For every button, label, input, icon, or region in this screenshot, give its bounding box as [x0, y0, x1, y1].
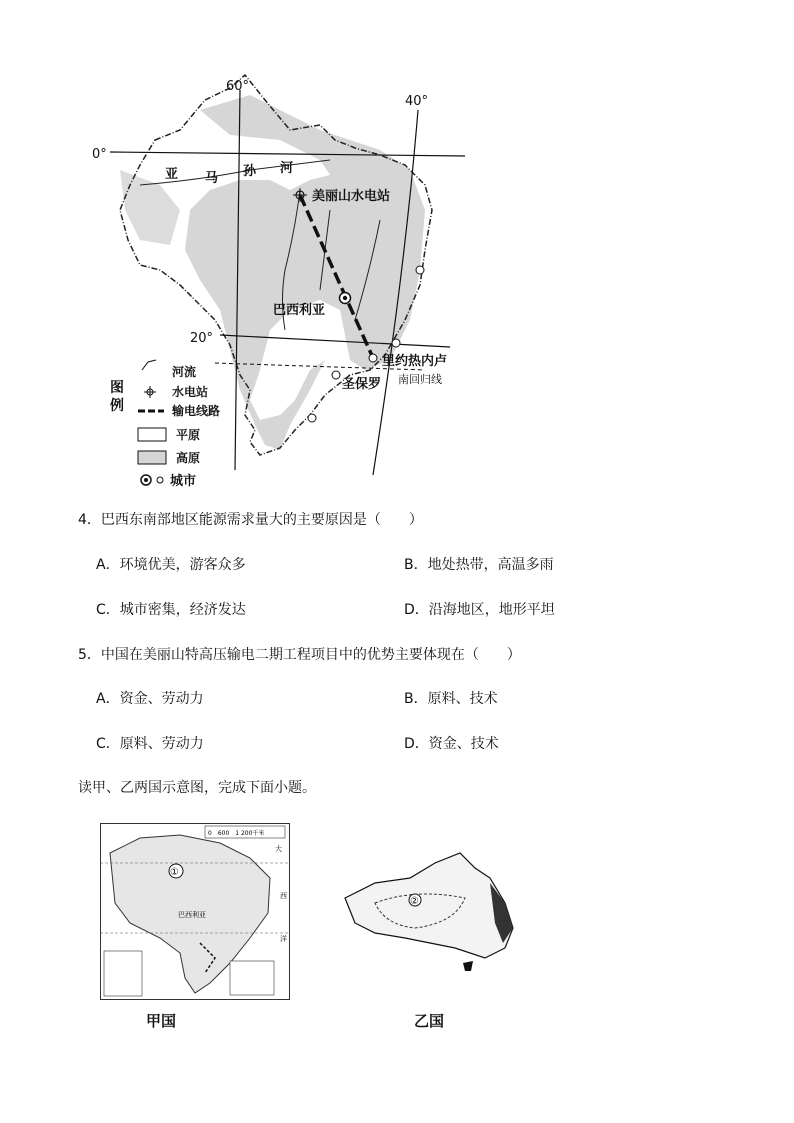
- question-5-option-d[interactable]: D．资金、技术: [404, 736, 499, 752]
- legend-river: 河流: [172, 365, 197, 379]
- legend-plain: 平原: [176, 428, 201, 442]
- question-5-option-a[interactable]: A．资金、劳动力: [96, 691, 204, 707]
- jia-ocean-2: 西: [280, 892, 287, 900]
- question-5-option-c[interactable]: C．原料、劳动力: [96, 736, 204, 752]
- question-5-stem: 5．中国在美丽山特高压输电二期工程项目中的优势主要体现在（ ）: [78, 647, 521, 663]
- question-4-option-d[interactable]: D．沿海地区，地形平坦: [404, 602, 555, 618]
- tropic-label: 南回归线: [398, 373, 442, 386]
- jia-country-map: [100, 823, 290, 1000]
- reading-intro: 读甲、乙两国示意图，完成下面小题。: [78, 780, 316, 796]
- question-4-stem: 4．巴西东南部地区能源需求量大的主要原因是（ ）: [78, 512, 423, 528]
- coastal-city-icon: [416, 266, 424, 274]
- legend-city: 城市: [170, 474, 197, 489]
- lon-40-label: 40°: [405, 94, 429, 109]
- legend-plateau: 高原: [176, 451, 201, 465]
- brasilia-label: 巴西利亚: [273, 303, 326, 318]
- lat-20-label: 20°: [190, 331, 214, 346]
- river-label-4: 河: [280, 161, 294, 176]
- river-label-3: 孙: [243, 164, 257, 179]
- brazil-map: [80, 70, 480, 490]
- lat-0-label: 0°: [92, 147, 107, 162]
- plateau-area: [185, 95, 425, 450]
- jia-marker-1: ①: [170, 867, 179, 878]
- jia-scale: 0 600 1 200千米: [208, 830, 265, 837]
- legend-station-icon: [144, 386, 156, 398]
- map-legend: [110, 360, 220, 489]
- question-4-option-c[interactable]: C．城市密集，经济发达: [96, 602, 246, 618]
- question-4-option-a[interactable]: A．环境优美，游客众多: [96, 557, 246, 573]
- river-label-2: 马: [205, 171, 219, 186]
- jia-ocean-1: 大: [275, 845, 282, 853]
- rio-icon: [369, 354, 377, 362]
- question-4-option-b[interactable]: B．地处热带，高温多雨: [404, 557, 554, 573]
- south-city-icon: [308, 414, 316, 422]
- legend-title-2: 例: [110, 398, 124, 414]
- caption-yi: 乙国: [414, 1012, 445, 1030]
- legend-station: 水电站: [172, 385, 209, 399]
- rio-label: 里约热内卢: [382, 354, 448, 369]
- coastal-city-icon: [392, 339, 400, 347]
- river-label-1: 亚: [165, 167, 179, 182]
- sao-paulo-label: 圣保罗: [342, 377, 382, 392]
- yi-marker-2: ②: [410, 896, 419, 907]
- yi-country-map: [335, 843, 525, 978]
- hydro-station-label: 美丽山水电站: [312, 189, 391, 204]
- jia-ocean-3: 洋: [280, 935, 287, 943]
- question-5-option-b[interactable]: B．原料、技术: [404, 691, 498, 707]
- legend-line: 输电线路: [172, 404, 221, 418]
- caption-jia: 甲国: [146, 1012, 177, 1030]
- jia-brasilia: 巴西利亚: [178, 911, 206, 919]
- legend-title-1: 图: [110, 380, 124, 396]
- lon-60-label: 60°: [226, 79, 250, 94]
- sao-paulo-icon: [332, 371, 340, 379]
